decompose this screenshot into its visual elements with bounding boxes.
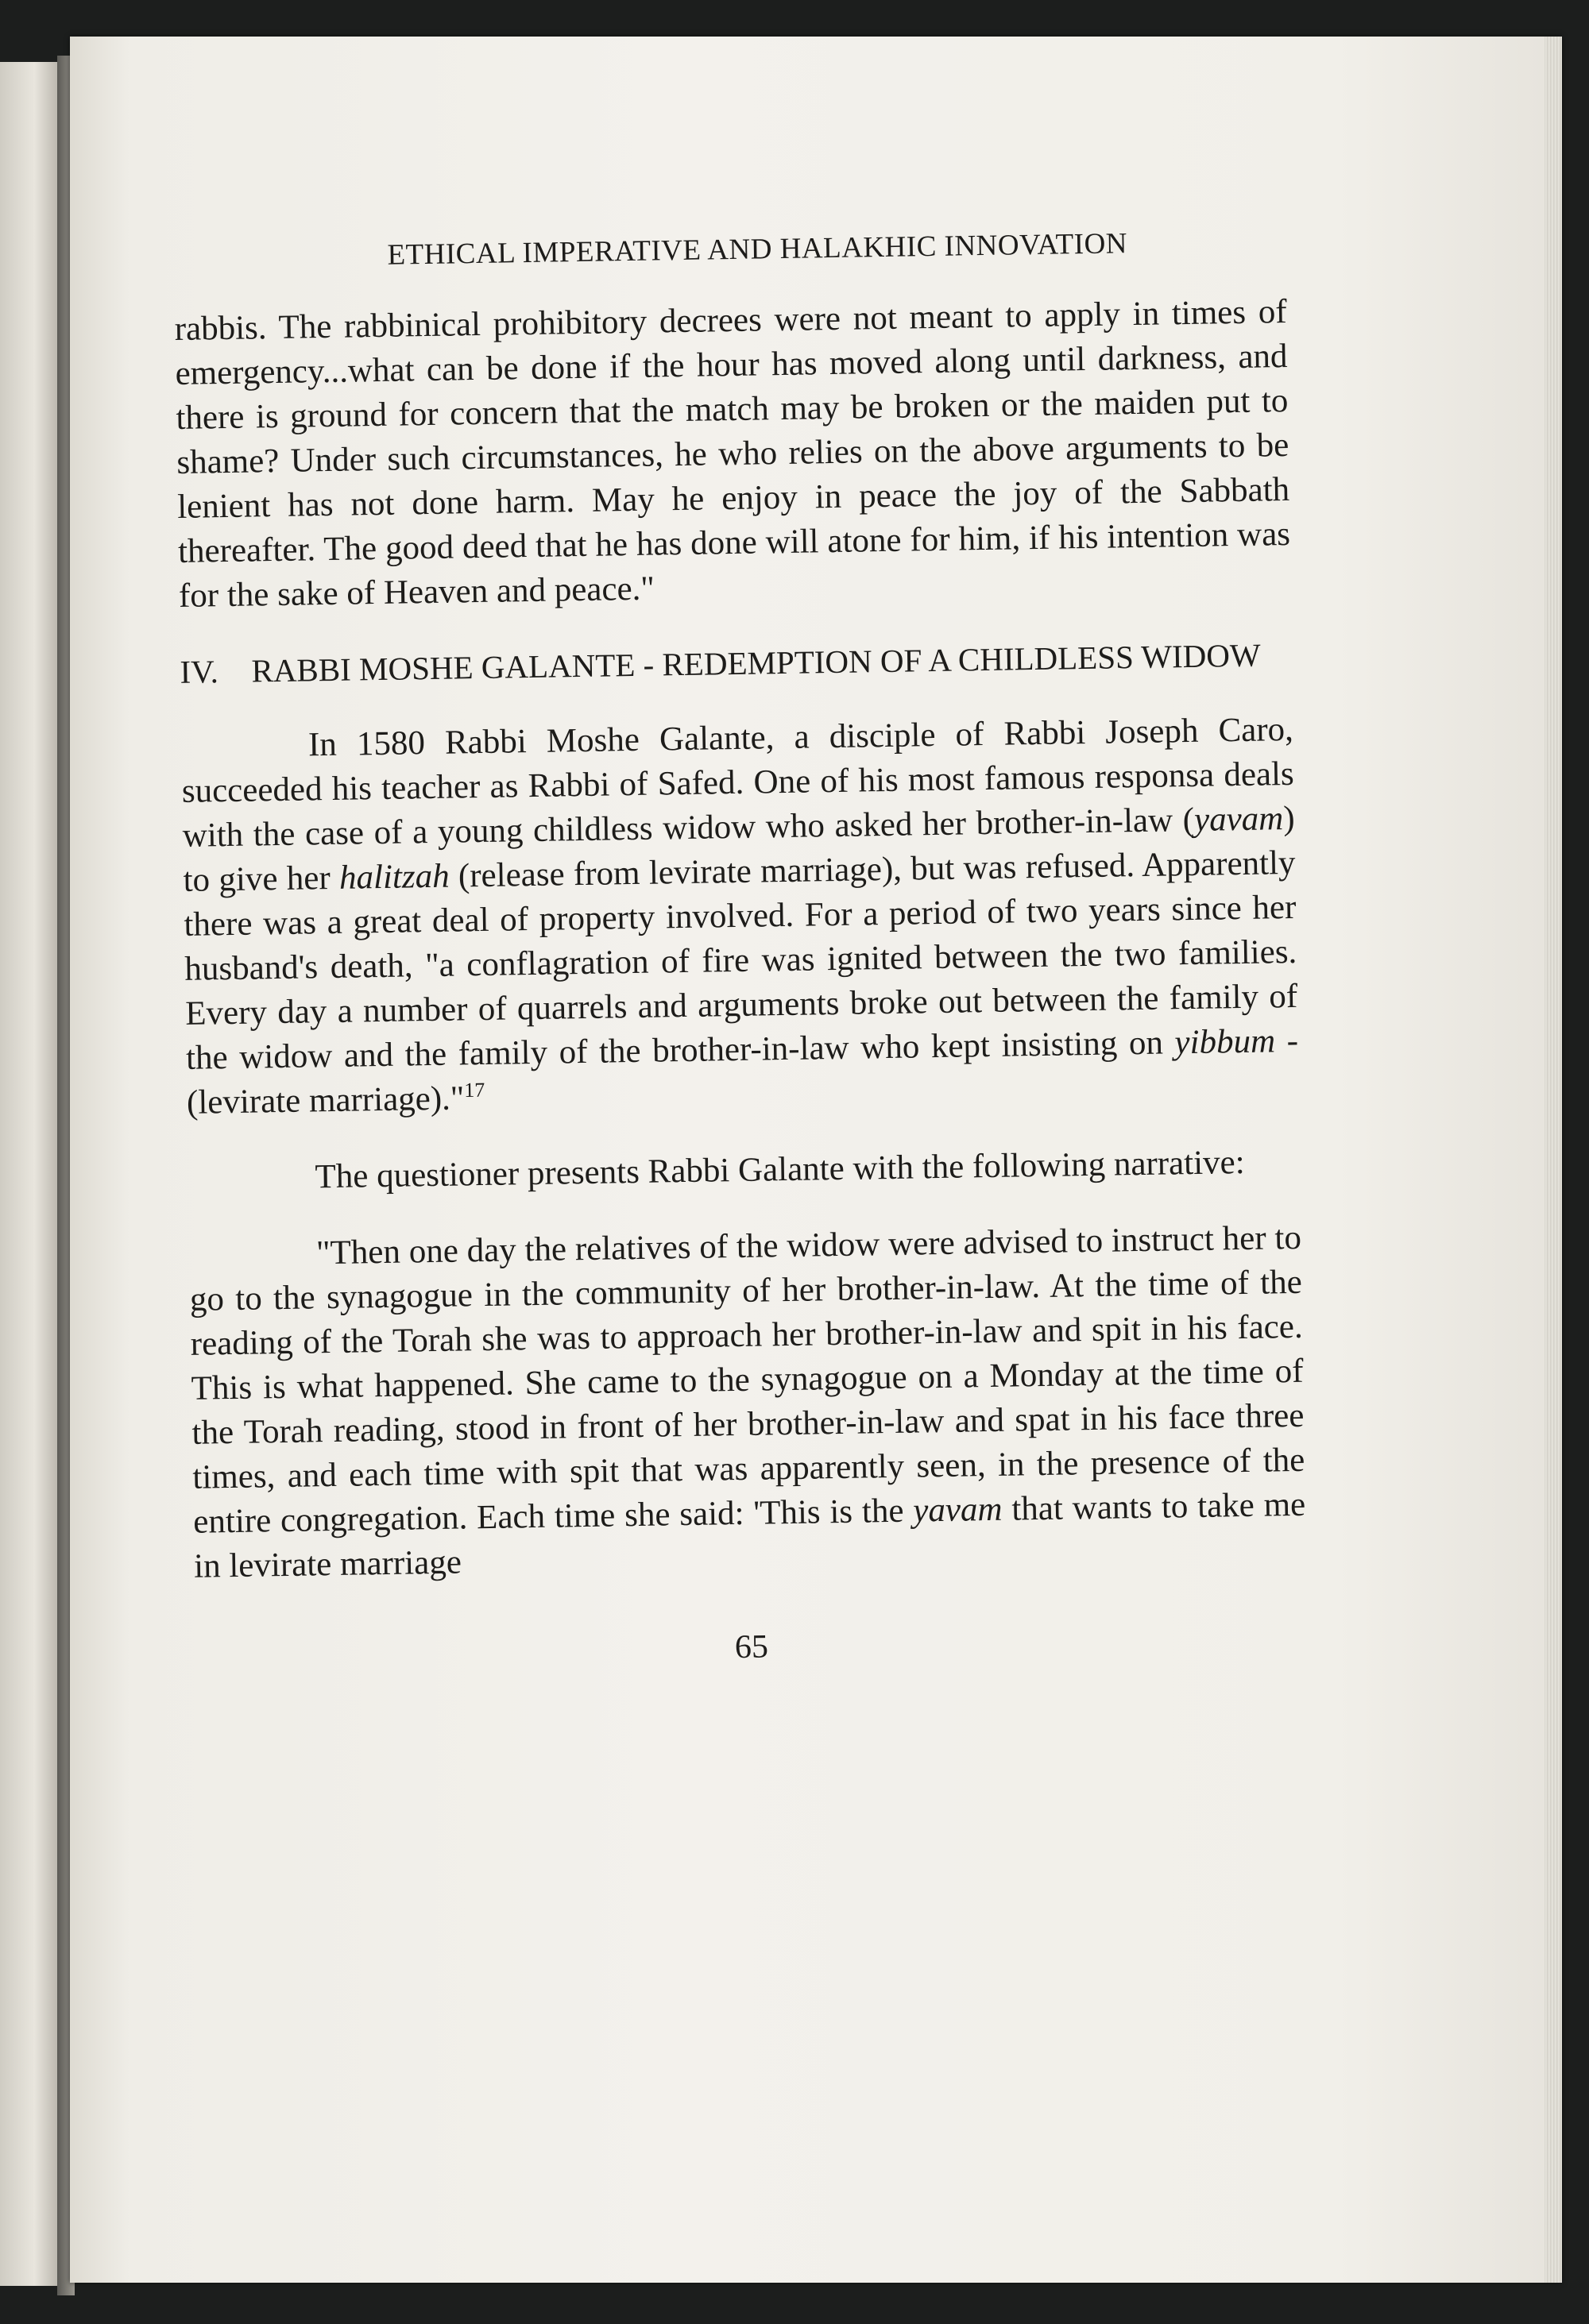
text-run: "Then one day the relatives of the widow were advised to instruct her to go to the synagogue in the community of her brother-in-law. At the time of the reading of the Torah she was to approach her brother-in-law and spit in his face. This is what happened. She came to the synagogue on a Monday at the time of the Torah reading, stood in front of her brother-in-law and spat in his face three times, and each time with spit that was apparently seen, in the presence of the entire congregation. Each time she said: 'This is the <box>189 1218 1305 1541</box>
section-number: IV. <box>180 653 219 690</box>
footnote-marker: 17 <box>464 1078 485 1102</box>
page-text <box>173 224 1308 1675</box>
text-run: - (levirate marriage)." <box>186 1021 1299 1121</box>
paragraph-rabbis: rabbis. The rabbinical prohibitory decrees were not meant to apply in times of emergency...what can be done if the hour has moved along until darkness, and there is ground for concern that the match may be broken or the maiden put to shame? Under such circumstances, he who relies on the above arguments to be lenient has not done harm. May he enjoy in peace the joy of the Sabbath thereafter. The good deed that he has done will atone for him, if his intention was for the sake of Heaven and peace." <box>174 292 1291 615</box>
page-fore-edge <box>1545 37 1562 2283</box>
term-yavam: yavam <box>912 1490 1003 1530</box>
page-number: 65 <box>734 1628 769 1666</box>
running-head: ETHICAL IMPERATIVE AND HALAKHIC INNOVATION <box>387 227 1128 272</box>
paragraph-questioner: The questioner presents Rabbi Galante with the following narrative: <box>315 1143 1245 1196</box>
term-halitzah: halitzah <box>338 857 450 897</box>
section-title: RABBI MOSHE GALANTE - REDEMPTION OF A CHILDLESS WIDOW <box>251 636 1261 689</box>
term-yibbum: yibbum <box>1174 1022 1276 1062</box>
term-yavam: yavam <box>1193 800 1284 839</box>
paragraph-narrative <box>189 1216 1307 1589</box>
paragraph-galante <box>181 708 1300 1125</box>
text-run: (release from levirate marriage), but was refused. Apparently there was a great deal of property involved. For a period of two years since her husband's death, "a conflagration of fire was ignited between the two families. Every day a number of quarrels and arguments broke out between the family of the widow and the family of the brother-in-law who kept insisting on <box>184 844 1298 1077</box>
text-run: In 1580 Rabbi Moshe Galante, a disciple of Rabbi Joseph Caro, succeeded his teacher as Rabbi of Safed. One of his most famous responsa deals with the case of a young childless widow who asked her brother-in-law ( <box>181 710 1295 855</box>
facing-page-edge <box>0 62 57 2286</box>
text-run: that wants to take me in levirate marriage <box>193 1485 1306 1585</box>
text-run: ) to give her <box>183 799 1295 899</box>
